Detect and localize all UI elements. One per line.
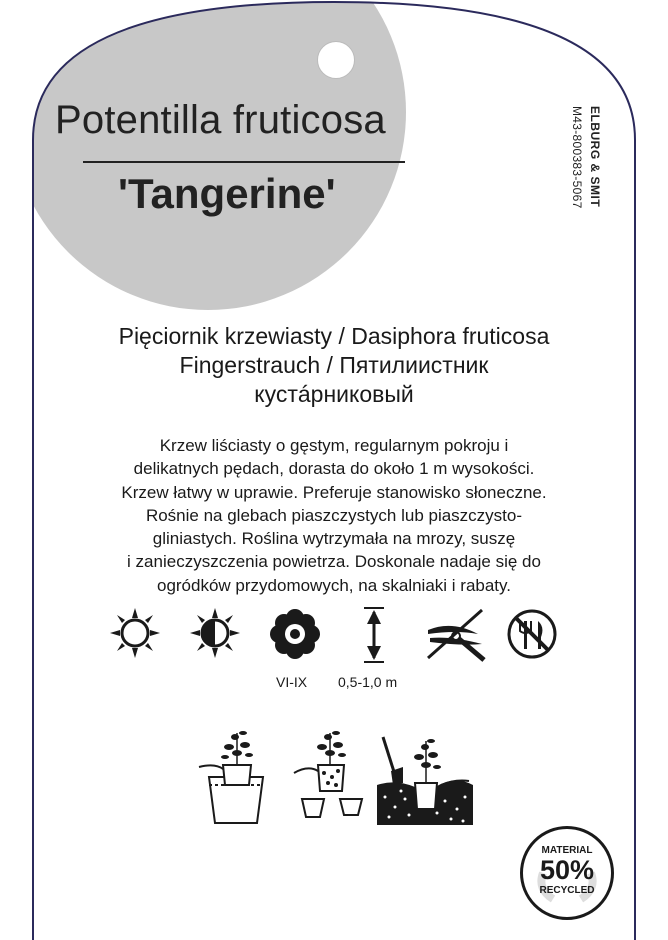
not-edible-icon xyxy=(505,607,559,661)
common-name-line: Fingerstrauch / Пятилиистник xyxy=(179,352,489,378)
latin-name: Potentilla fruticosa xyxy=(55,98,386,142)
description-line: i zanieczyszczenia powietrza. Doskonale nadaje się do xyxy=(127,552,541,572)
half-shade-icon xyxy=(188,606,242,660)
description-line: ogródków przydomowych, na skalniaki i rabaty. xyxy=(156,575,511,595)
recycled-material-label: MATERIAL xyxy=(541,845,593,856)
plant-in-soil-icon xyxy=(375,735,475,827)
recycled-badge xyxy=(520,826,614,920)
recycled-percent: 50% xyxy=(539,855,595,885)
flower-icon xyxy=(268,607,322,661)
description-line: delikatnych pędach, dorasta do około 1 m wysokości. xyxy=(133,459,535,479)
product-code: M43-800383-5067 xyxy=(570,106,584,209)
flowering-period: VI-IX xyxy=(276,674,308,690)
hang-hole xyxy=(317,41,355,79)
plant-height: 0,5-1,0 m xyxy=(338,674,398,690)
recycled-label: RECYCLED xyxy=(539,885,595,896)
brand-name: ELBURG & SMIT xyxy=(588,106,602,208)
description-line: Krzew liściasty o gęstym, regularnym pokroju i xyxy=(159,436,509,455)
common-name-line: кустáрниковый xyxy=(254,381,414,407)
soak-pot-icon xyxy=(195,725,277,825)
common-name-line: Pięciornik krzewiasty / Dasiphora fruticosa xyxy=(118,323,550,349)
description xyxy=(40,434,628,597)
remove-pot-icon xyxy=(288,725,370,825)
description-line: gliniastych. Roślina wytrzymała na mrozy, suszę xyxy=(152,529,516,549)
height-icon xyxy=(362,606,386,664)
common-names xyxy=(40,322,628,409)
pruning-shears-icon xyxy=(422,606,488,662)
full-sun-icon xyxy=(108,606,162,660)
description-line: Rośnie na glebach piaszczystych lub piaszczysto- xyxy=(145,505,523,525)
description-line: Krzew łatwy w uprawie. Preferuje stanowisko słoneczne. xyxy=(121,482,547,502)
title-divider xyxy=(83,161,405,163)
cultivar-name: 'Tangerine' xyxy=(118,170,336,217)
